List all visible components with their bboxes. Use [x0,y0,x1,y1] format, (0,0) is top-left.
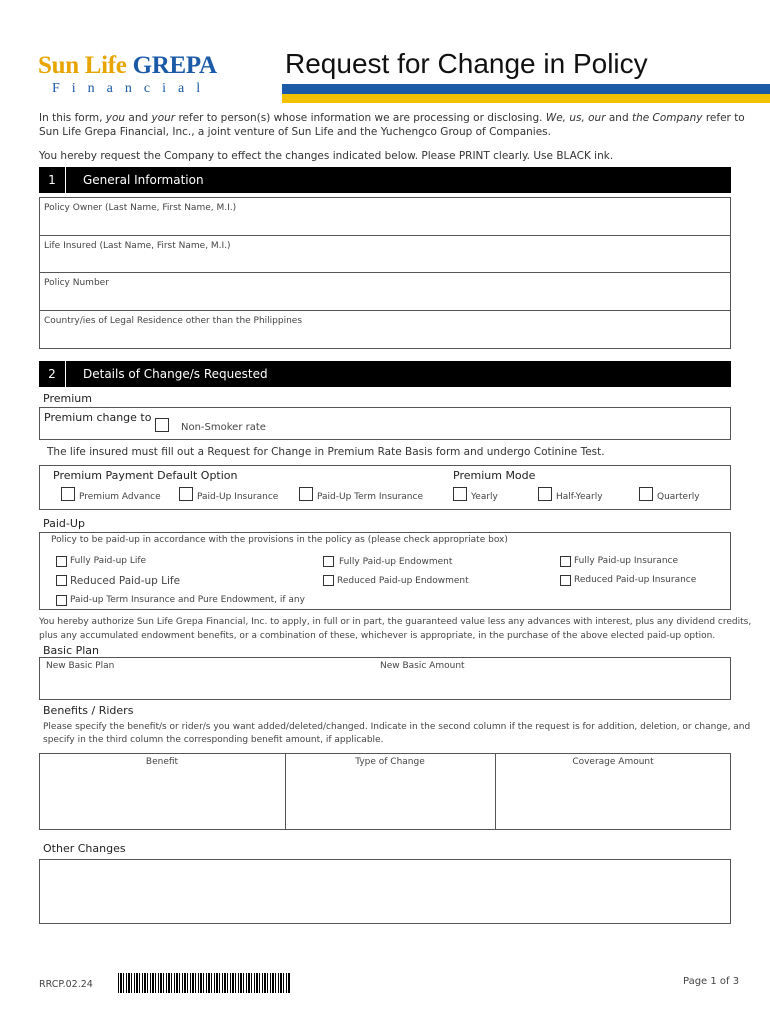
riders-note-1: Please specify the benefit/s or rider/s you want added/deleted/changed. Indicate in the second column if the request is for addition, deletion, or change, and [43,722,751,732]
divider [39,235,731,236]
quarterly-label: Quarterly [657,492,700,502]
half-yearly-label: Half-Yearly [556,492,603,502]
yearly-label: Yearly [471,492,498,502]
premium-heading: Premium [43,392,92,405]
section-1-number: 1 [48,173,56,187]
default-option-label: Premium Payment Default Option [53,469,238,482]
fully-paid-up-endowment-checkbox[interactable] [323,556,334,567]
divider [39,310,731,311]
fully-paid-up-endowment-label: Fully Paid-up Endowment [339,557,453,567]
premium-change-label: Premium change to [44,411,152,424]
paid-up-heading: Paid-Up [43,517,85,530]
section-1-title: General Information [83,173,204,187]
paid-up-term-endowment-label: Paid-up Term Insurance and Pure Endowment, if any [70,595,305,605]
barcode [118,973,290,993]
column-coverage-amount: Coverage Amount [572,757,654,767]
premium-advance-label: Premium Advance [79,492,161,502]
column-type-of-change: Type of Change [355,757,425,767]
intro-line-3: You hereby request the Company to effect the changes indicated below. Please PRINT clearly. Use BLACK ink. [39,150,614,162]
non-smoker-checkbox[interactable] [155,418,169,432]
section-2-title: Details of Change/s Requested [83,367,268,381]
legal-residence-field[interactable]: Country/ies of Legal Residence other than the Philippines [44,316,303,326]
section-1-header [39,167,731,193]
half-yearly-checkbox[interactable] [538,487,552,501]
fully-paid-up-insurance-checkbox[interactable] [560,556,571,567]
policy-number-field[interactable]: Policy Number [44,278,109,288]
other-changes-heading: Other Changes [43,842,126,855]
premium-advance-checkbox[interactable] [61,487,75,501]
company-logo: Sun Life GREPA [38,52,217,79]
paid-up-term-endowment-checkbox[interactable] [56,595,67,606]
reduced-paid-up-life-checkbox[interactable] [56,575,67,586]
intro-line-1: In this form, you and your refer to person(s) whose information we are processing or disclosing. We, us, our and the Company refer to [39,112,745,124]
header-band-blue [282,84,770,94]
page-number: Page 1 of 3 [683,976,740,987]
other-changes-box[interactable] [39,859,731,924]
authorization-line-2: plus any accumulated endowment benefits, or a combination of these, whichever is appropriate, in the purchase of the above elected paid-up option. [39,631,716,641]
reduced-paid-up-endowment-label: Reduced Paid-up Endowment [337,576,469,586]
paid-up-term-label: Paid-Up Term Insurance [317,492,423,502]
page-title: Request for Change in Policy [285,48,648,79]
reduced-paid-up-insurance-checkbox[interactable] [560,575,571,586]
section-2-number: 2 [48,367,56,381]
paid-up-term-checkbox[interactable] [299,487,313,501]
yearly-checkbox[interactable] [453,487,467,501]
paid-up-insurance-label: Paid-Up Insurance [197,492,279,502]
policy-owner-field[interactable]: Policy Owner (Last Name, First Name, M.I.) [44,203,237,213]
reduced-paid-up-endowment-checkbox[interactable] [323,575,334,586]
divider [39,272,731,273]
fully-paid-up-insurance-label: Fully Paid-up Insurance [574,556,679,566]
fully-paid-up-life-label: Fully Paid-up Life [70,556,147,566]
section-2-header [39,361,731,387]
reduced-paid-up-life-label: Reduced Paid-up Life [70,575,181,587]
reduced-paid-up-insurance-label: Reduced Paid-up Insurance [574,575,697,585]
premium-mode-label: Premium Mode [453,469,536,482]
paid-up-insurance-checkbox[interactable] [179,487,193,501]
basic-plan-heading: Basic Plan [43,644,100,657]
riders-note-2: specify in the third column the corresponding benefit amount, if applicable. [43,735,384,745]
section-1-separator [65,167,66,193]
column-benefit: Benefit [145,757,179,767]
intro-line-2: Sun Life Grepa Financial, Inc., a joint venture of Sun Life and the Yuchengco Group of Companies. [39,126,551,138]
header-band-yellow [282,94,770,103]
authorization-line-1: You hereby authorize Sun Life Grepa Financial, Inc. to apply, in full or in part, the guaranteed value less any advances with interest, plus any dividend credits, [39,617,752,627]
company-logo-subtitle: Financial [52,81,213,96]
riders-heading: Benefits / Riders [43,704,134,717]
non-smoker-label: Non-Smoker rate [181,422,266,433]
section-2-separator [65,361,66,387]
fully-paid-up-life-checkbox[interactable] [56,556,67,567]
paid-up-note: Policy to be paid-up in accordance with the provisions in the policy as (please check appropriate box) [51,535,508,545]
general-info-box [39,197,731,349]
life-insured-note: The life insured must fill out a Request for Change in Premium Rate Basis form and undergo Cotinine Test. [47,446,605,458]
quarterly-checkbox[interactable] [639,487,653,501]
form-code: RRCP.02.24 [39,979,93,990]
new-basic-plan-field[interactable]: New Basic Plan [46,661,115,671]
new-basic-amount-field[interactable]: New Basic Amount [380,661,465,671]
life-insured-field[interactable]: Life Insured (Last Name, First Name, M.I.) [44,241,231,251]
